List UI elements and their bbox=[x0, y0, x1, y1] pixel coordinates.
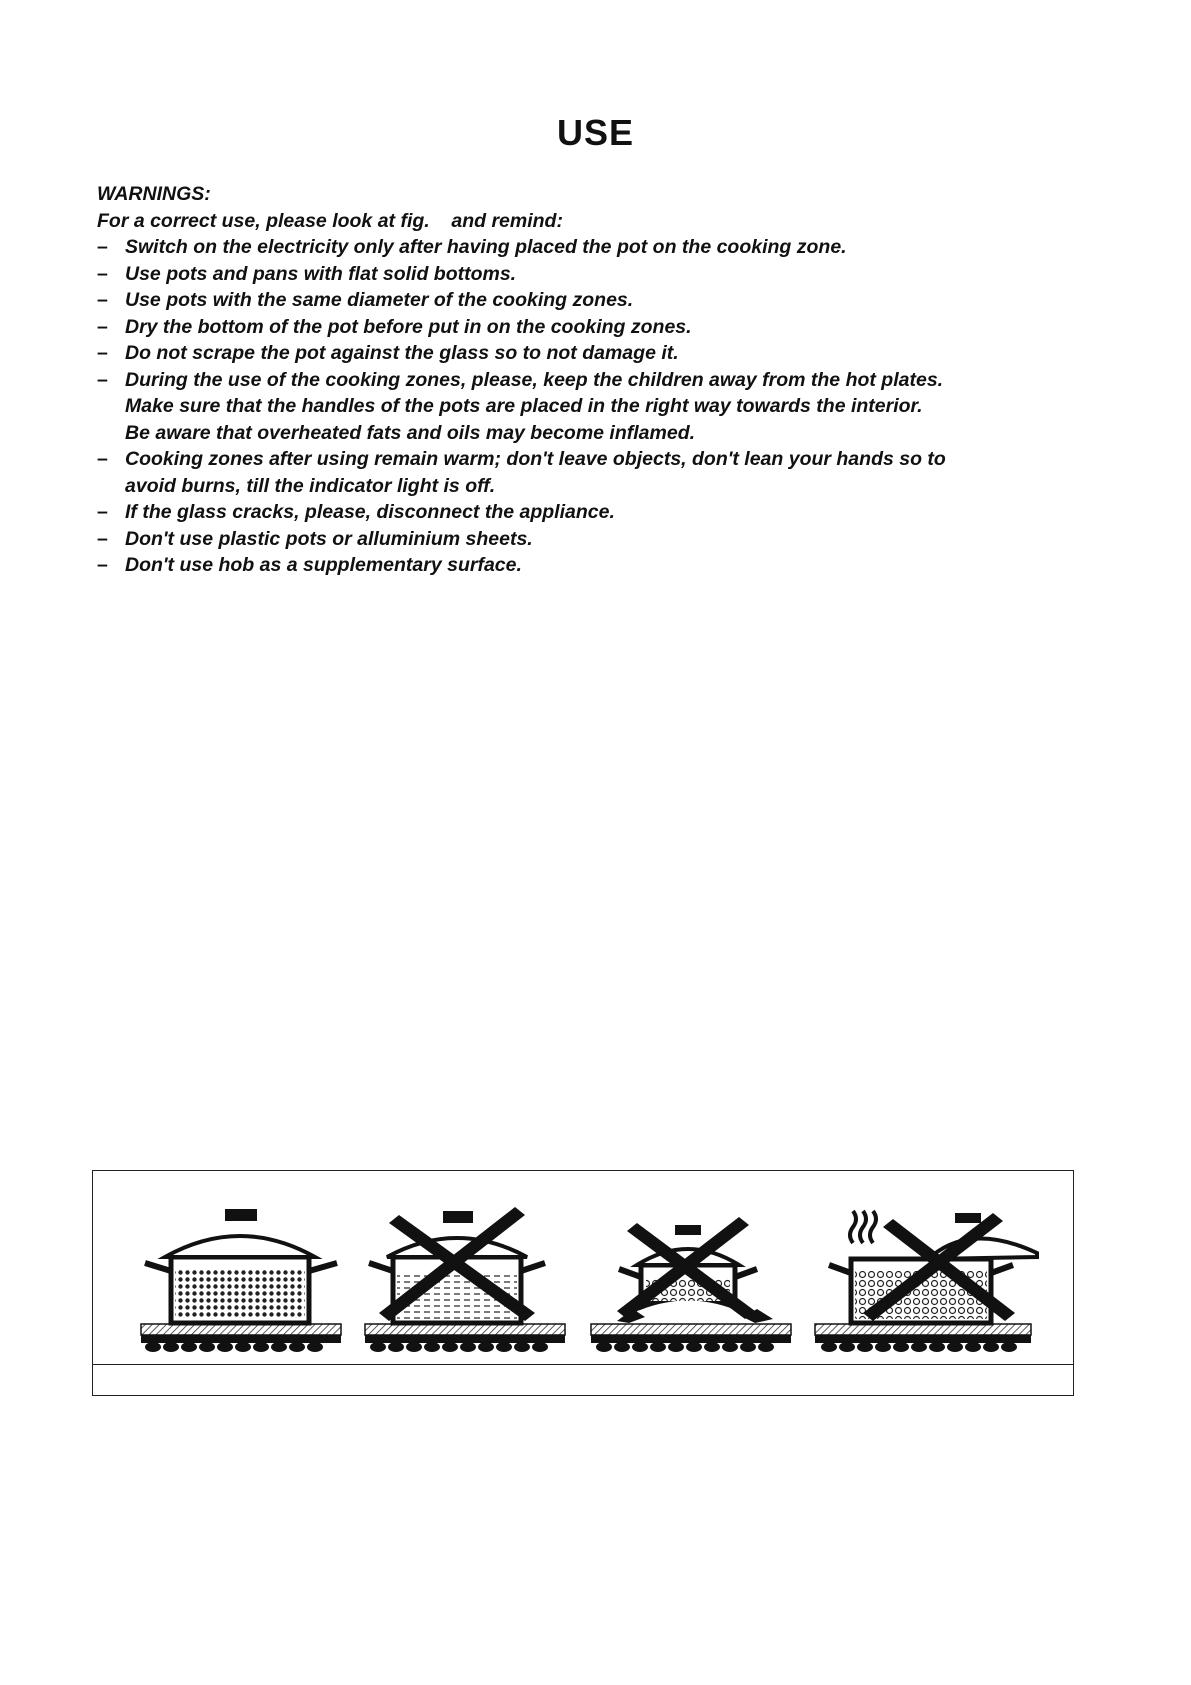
warning-item bbox=[97, 367, 1097, 447]
warning-line: Use pots and pans with flat solid bottoms. bbox=[125, 262, 517, 285]
warning-item bbox=[97, 446, 1097, 499]
warning-item bbox=[97, 499, 1097, 526]
dash-bullet: – bbox=[97, 262, 108, 285]
uneven-bottom-pot-icon bbox=[591, 1217, 791, 1352]
dash-bullet: – bbox=[97, 342, 108, 364]
warnings-heading: WARNINGS: bbox=[97, 183, 211, 205]
warning-item bbox=[97, 234, 1097, 261]
warning-line: Cooking zones after using remain warm; don't leave objects, don't lean your hands so to bbox=[125, 448, 946, 470]
pot-usage-figure bbox=[92, 1170, 1074, 1396]
correct-pot-icon bbox=[141, 1209, 341, 1352]
wet-pot-icon bbox=[815, 1211, 1037, 1352]
warning-line: Don't use plastic pots or alluminium sheets. bbox=[125, 527, 533, 550]
warning-item bbox=[97, 526, 1097, 553]
warning-item bbox=[97, 340, 1097, 367]
page-title: USE bbox=[556, 112, 635, 153]
dash-bullet: – bbox=[97, 289, 108, 311]
warning-line: Switch on the electricity only after having placed the pot on the cooking zone. bbox=[125, 236, 847, 258]
warnings-section bbox=[97, 181, 1097, 579]
warnings-intro: For a correct use, please look at fig. and remind: bbox=[97, 209, 563, 232]
warning-line: Don't use hob as a supplementary surface. bbox=[125, 554, 522, 576]
warnings-list bbox=[97, 234, 1097, 579]
warning-line: avoid burns, till the indicator light is off. bbox=[125, 474, 496, 497]
warning-line: Dry the bottom of the pot before put in on the cooking zones. bbox=[125, 315, 692, 338]
dash-bullet: – bbox=[97, 368, 108, 391]
warning-item bbox=[97, 552, 1097, 579]
dash-bullet: – bbox=[97, 501, 108, 523]
warning-line: Make sure that the handles of the pots are placed in the right way towards the interior. bbox=[125, 395, 923, 417]
warning-item bbox=[97, 287, 1097, 314]
dash-bullet: – bbox=[97, 527, 108, 550]
dash-bullet: – bbox=[97, 315, 108, 338]
warning-line: Do not scrape the pot against the glass so to not damage it. bbox=[125, 342, 679, 364]
warning-item bbox=[97, 314, 1097, 341]
warning-item bbox=[97, 261, 1097, 288]
figure-caption-strip bbox=[93, 1364, 1073, 1395]
pot-usage-illustration bbox=[93, 1171, 1073, 1367]
warning-line: Use pots with the same diameter of the cooking zones. bbox=[125, 289, 634, 311]
dash-bullet: – bbox=[97, 236, 108, 258]
warning-line: During the use of the cooking zones, please, keep the children away from the hot plates. bbox=[125, 368, 944, 391]
warning-line: Be aware that overheated fats and oils may become inflamed. bbox=[125, 421, 696, 444]
dash-bullet: – bbox=[97, 448, 108, 470]
dash-bullet: – bbox=[97, 554, 108, 576]
warning-line: If the glass cracks, please, disconnect the appliance. bbox=[125, 501, 615, 523]
small-pot-icon bbox=[365, 1207, 565, 1352]
